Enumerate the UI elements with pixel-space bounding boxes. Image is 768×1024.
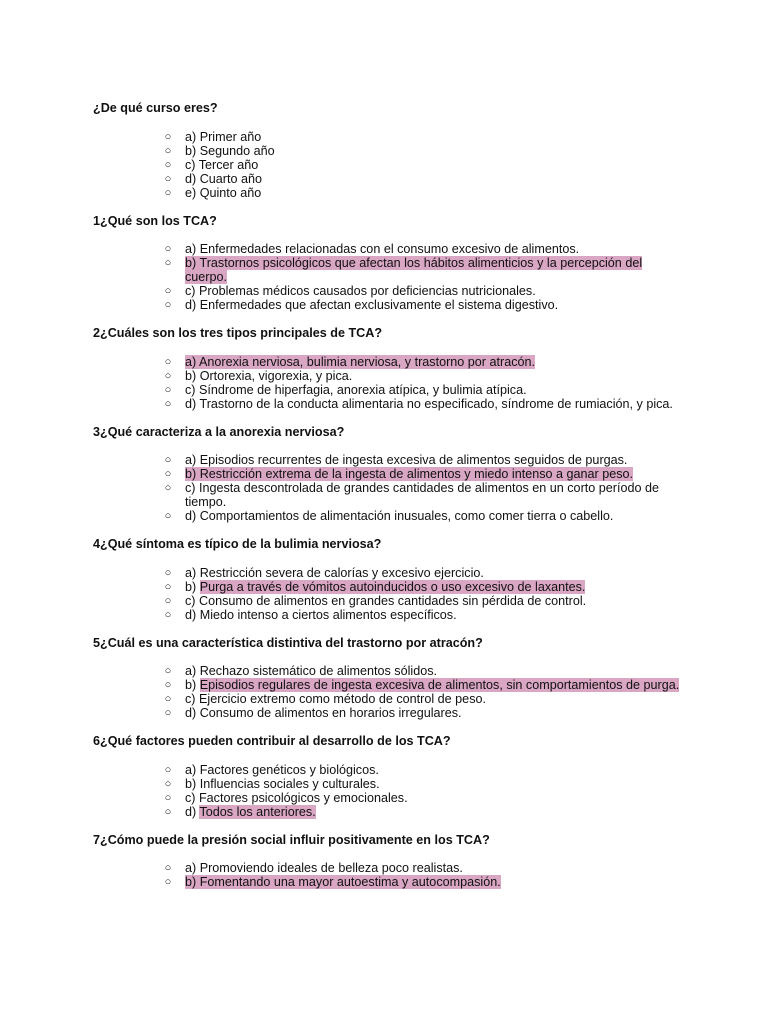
hollow-circle-bullet-icon: ○ xyxy=(164,468,172,480)
option-text: a) Restricción severa de calorías y excesivo ejercicio. xyxy=(185,565,484,580)
option-item-highlighted xyxy=(93,580,683,594)
option-item xyxy=(93,453,683,467)
hollow-circle-bullet-icon: ○ xyxy=(164,566,172,579)
option-item xyxy=(93,144,683,158)
hollow-circle-bullet-icon: ○ xyxy=(164,397,172,410)
option-item xyxy=(93,608,683,622)
question-block xyxy=(93,326,683,411)
hollow-circle-bullet-icon: ○ xyxy=(164,369,172,382)
option-text: b) Restricción extrema de la ingesta de alimentos y miedo intenso a ganar peso. xyxy=(185,467,634,481)
option-text: c) Tercer año xyxy=(185,157,259,172)
option-item xyxy=(93,158,683,172)
option-item-highlighted xyxy=(93,678,683,692)
option-text: b) Trastornos psicológicos que afectan los hábitos alimenticios y la percepción del cuerpo. xyxy=(185,256,643,284)
option-item-highlighted xyxy=(93,805,683,819)
hollow-circle-bullet-icon: ○ xyxy=(164,510,172,522)
option-text: c) Problemas médicos causados por deficiencias nutricionales. xyxy=(185,284,536,298)
option-item xyxy=(93,130,683,144)
question-block xyxy=(93,101,683,200)
question-block xyxy=(93,636,683,721)
question-block xyxy=(93,734,683,819)
option-list xyxy=(93,242,683,312)
option-text: e) Quinto año xyxy=(185,185,262,200)
hollow-circle-bullet-icon: ○ xyxy=(164,186,172,199)
option-item-highlighted xyxy=(93,875,683,889)
question-title: 4¿Qué síntoma es típico de la bulimia nerviosa? xyxy=(93,537,382,551)
question-title: 6¿Qué factores pueden contribuir al desarrollo de los TCA? xyxy=(93,734,451,748)
option-item xyxy=(93,706,683,720)
option-letter: b) xyxy=(185,678,200,692)
option-text: b) Fomentando una mayor autoestima y autocompasión. xyxy=(185,875,501,889)
hollow-circle-bullet-icon: ○ xyxy=(164,876,172,888)
option-list xyxy=(93,763,683,819)
option-letter: d) xyxy=(185,804,200,819)
option-item xyxy=(93,664,683,678)
hollow-circle-bullet-icon: ○ xyxy=(164,791,172,804)
hollow-circle-bullet-icon: ○ xyxy=(164,763,172,776)
option-item xyxy=(93,777,683,791)
option-list xyxy=(93,861,683,889)
hollow-circle-bullet-icon: ○ xyxy=(164,665,172,677)
option-text: c) Ejercicio extremo como método de control de peso. xyxy=(185,692,486,706)
hollow-circle-bullet-icon: ○ xyxy=(164,608,172,621)
hollow-circle-bullet-icon: ○ xyxy=(164,805,172,818)
question-title: 1¿Qué son los TCA? xyxy=(93,213,217,228)
option-text: d) Enfermedades que afectan exclusivamente el sistema digestivo. xyxy=(185,298,559,312)
option-item xyxy=(93,383,683,397)
question-title: 7¿Cómo puede la presión social influir positivamente en los TCA? xyxy=(93,832,490,847)
question-block xyxy=(93,537,683,622)
question-title: 2¿Cuáles son los tres tipos principales de TCA? xyxy=(93,326,383,340)
option-list xyxy=(93,566,683,622)
option-text: a) Factores genéticos y biológicos. xyxy=(185,762,379,777)
question-title: 3¿Qué caracteriza a la anorexia nerviosa? xyxy=(93,424,345,439)
hollow-circle-bullet-icon: ○ xyxy=(164,693,172,705)
hollow-circle-bullet-icon: ○ xyxy=(164,172,172,185)
option-item xyxy=(93,242,683,256)
option-text: d) Consumo de alimentos en horarios irregulares. xyxy=(185,706,462,720)
option-text: Episodios regulares de ingesta excesiva de alimentos, sin comportamientos de purga. xyxy=(199,678,680,692)
hollow-circle-bullet-icon: ○ xyxy=(164,454,172,466)
option-text: d) Comportamientos de alimentación inusuales, como comer tierra o cabello. xyxy=(185,509,614,523)
hollow-circle-bullet-icon: ○ xyxy=(164,285,172,297)
hollow-circle-bullet-icon: ○ xyxy=(164,580,172,593)
option-text: a) Episodios recurrentes de ingesta excesiva de alimentos seguidos de purgas. xyxy=(185,453,628,467)
question-block xyxy=(93,214,683,313)
hollow-circle-bullet-icon: ○ xyxy=(164,383,172,396)
option-item-highlighted xyxy=(93,355,683,369)
option-text: c) Consumo de alimentos en grandes cantidades sin pérdida de control. xyxy=(185,593,587,608)
option-item xyxy=(93,566,683,580)
option-text: d) Miedo intenso a ciertos alimentos específicos. xyxy=(185,607,457,622)
option-item xyxy=(93,186,683,200)
option-list xyxy=(93,355,683,411)
question-block xyxy=(93,425,683,524)
option-text: d) Trastorno de la conducta alimentaria no especificado, síndrome de rumiación, y pica. xyxy=(185,396,673,411)
option-item xyxy=(93,298,683,312)
hollow-circle-bullet-icon: ○ xyxy=(164,862,172,874)
hollow-circle-bullet-icon: ○ xyxy=(164,144,172,157)
option-text: Todos los anteriores. xyxy=(199,804,316,819)
option-text: a) Anorexia nerviosa, bulimia nerviosa, y trastorno por atracón. xyxy=(185,354,535,369)
question-list xyxy=(93,101,683,889)
option-list xyxy=(93,453,683,523)
option-item-highlighted xyxy=(93,256,683,284)
option-item xyxy=(93,481,683,509)
option-list xyxy=(93,664,683,720)
option-text: c) Ingesta descontrolada de grandes cantidades de alimentos en un corto período de tiempo. xyxy=(185,481,659,509)
option-text: c) Síndrome de hiperfagia, anorexia atípica, y bulimia atípica. xyxy=(185,382,527,397)
option-item xyxy=(93,861,683,875)
option-text: a) Promoviendo ideales de belleza poco realistas. xyxy=(185,861,463,875)
option-item xyxy=(93,509,683,523)
hollow-circle-bullet-icon: ○ xyxy=(164,679,172,691)
option-list xyxy=(93,130,683,200)
option-item xyxy=(93,791,683,805)
option-text: b) Segundo año xyxy=(185,143,275,158)
hollow-circle-bullet-icon: ○ xyxy=(164,482,172,494)
option-item xyxy=(93,172,683,186)
option-item xyxy=(93,284,683,298)
option-item xyxy=(93,397,683,411)
hollow-circle-bullet-icon: ○ xyxy=(164,707,172,719)
option-item-highlighted xyxy=(93,467,683,481)
quiz-document xyxy=(93,101,683,903)
question-block xyxy=(93,833,683,890)
question-title: 5¿Cuál es una característica distintiva del trastorno por atracón? xyxy=(93,635,483,650)
hollow-circle-bullet-icon: ○ xyxy=(164,594,172,607)
hollow-circle-bullet-icon: ○ xyxy=(164,130,172,143)
option-item xyxy=(93,692,683,706)
hollow-circle-bullet-icon: ○ xyxy=(164,355,172,368)
option-item xyxy=(93,369,683,383)
hollow-circle-bullet-icon: ○ xyxy=(164,777,172,790)
hollow-circle-bullet-icon: ○ xyxy=(164,158,172,171)
option-item xyxy=(93,763,683,777)
option-text: b) Ortorexia, vigorexia, y pica. xyxy=(185,368,353,383)
option-text: Purga a través de vómitos autoinducidos o uso excesivo de laxantes. xyxy=(199,579,586,594)
option-text: a) Enfermedades relacionadas con el consumo excesivo de alimentos. xyxy=(185,242,580,256)
option-text: a) Rechazo sistemático de alimentos sólidos. xyxy=(185,664,437,678)
option-letter: b) xyxy=(185,579,200,594)
hollow-circle-bullet-icon: ○ xyxy=(164,257,172,269)
option-text: c) Factores psicológicos y emocionales. xyxy=(185,790,408,805)
option-item xyxy=(93,594,683,608)
option-text: b) Influencias sociales y culturales. xyxy=(185,776,380,791)
question-title: ¿De qué curso eres? xyxy=(93,101,218,115)
hollow-circle-bullet-icon: ○ xyxy=(164,243,172,255)
hollow-circle-bullet-icon: ○ xyxy=(164,299,172,311)
option-text: a) Primer año xyxy=(185,129,262,144)
option-text: d) Cuarto año xyxy=(185,171,263,186)
